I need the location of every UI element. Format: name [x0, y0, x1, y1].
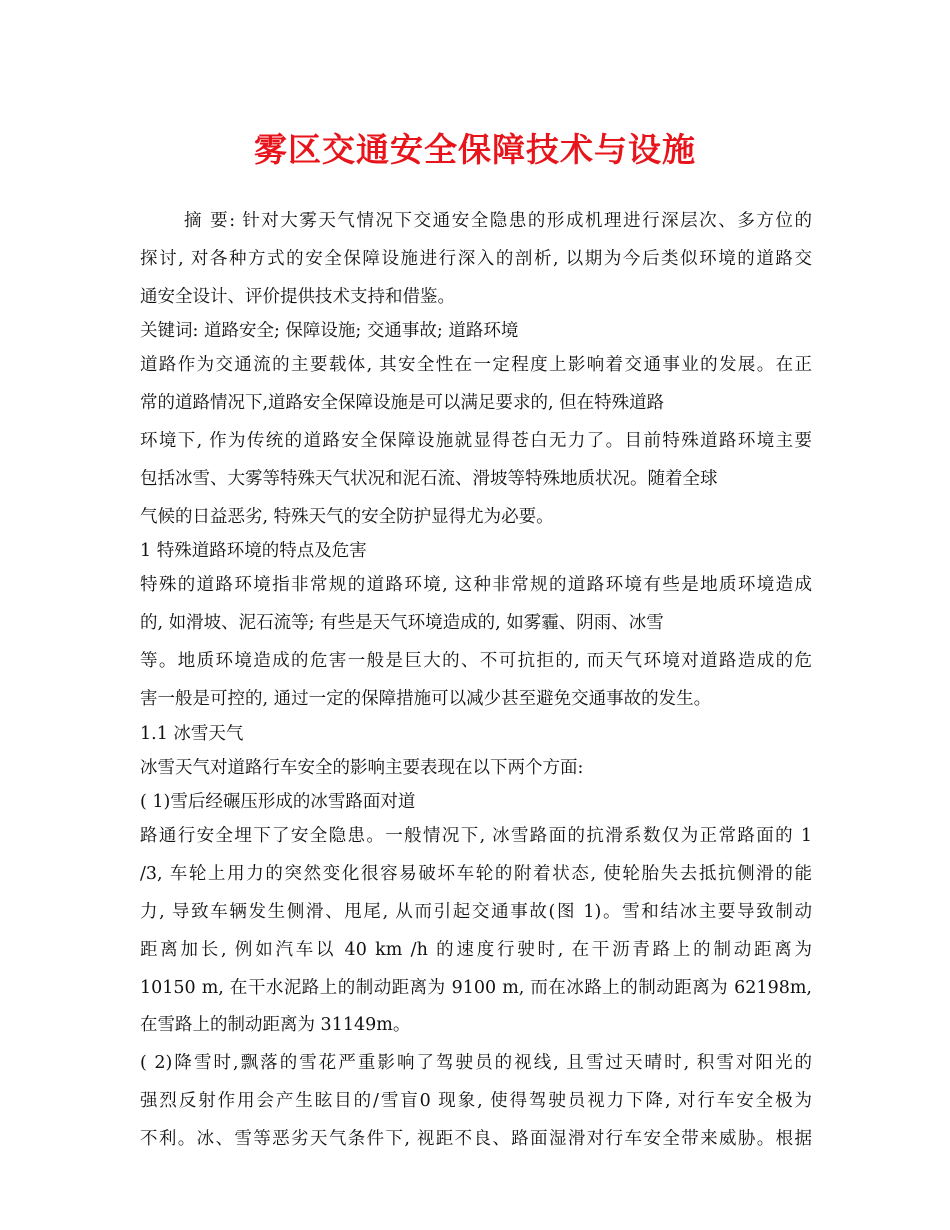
text-line: 强烈反射作用会产生眩目的/雪盲0 现象, 使得驾驶员视力下降, 对行车安全极为: [140, 1090, 812, 1111]
text-line: 路通行安全埋下了安全隐患。一般情况下, 冰雪路面的抗滑系数仅为正常路面的 1: [140, 826, 812, 847]
text-line: 10150 m, 在干水泥路上的制动距离为 9100 m, 而在冰路上的制动距离为 62198m,: [140, 977, 812, 998]
text-line: 通安全设计、评价提供技术支持和借鉴。: [140, 286, 455, 307]
text-line: 环境下, 作为传统的道路安全保障设施就显得苍白无力了。目前特殊道路环境主要: [140, 430, 812, 451]
text-line: 摘 要: 针对大雾天气情况下交通安全隐患的形成机理进行深层次、多方位的: [184, 211, 812, 231]
text-line: 距离加长, 例如汽车以 40 km /h 的速度行驶时, 在干沥青路上的制动距离为: [140, 939, 812, 960]
text-line: 力, 导致车辆发生侧滑、甩尾, 从而引起交通事故(图 1)。雪和结冰主要导致制动: [140, 901, 812, 922]
text-line: 等。地质环境造成的危害一般是巨大的、不可抗拒的, 而天气环境对道路造成的危: [140, 650, 812, 671]
text-line: 探讨, 对各种方式的安全保障设施进行深入的剖析, 以期为今后类似环境的道路交: [140, 248, 812, 269]
text-line: 常的道路情况下,道路安全保障设施是可以满足要求的, 但在特殊道路: [140, 393, 665, 414]
document-title: 雾区交通安全保障技术与设施: [254, 130, 696, 169]
text-line: /3, 车轮上用力的突然变化很容易破坏车轮的附着状态, 使轮胎失去抵抗侧滑的能: [140, 864, 812, 885]
text-line: 道路作为交通流的主要载体, 其安全性在一定程度上影响着交通事业的发展。在正: [140, 355, 812, 376]
text-line: 气候的日益恶劣, 特殊天气的安全防护显得尤为必要。: [140, 506, 554, 527]
document-body: [140, 203, 812, 1159]
text-line: 特殊的道路环境指非常规的道路环境, 这种非常规的道路环境有些是地质环境造成: [140, 575, 812, 596]
text-line: 在雪路上的制动距离为 31149m。: [140, 1015, 411, 1036]
text-line: 不利。冰、雪等恶劣天气条件下, 视距不良、路面湿滑对行车安全带来威胁。根据: [140, 1128, 812, 1149]
text-line: 关键词: 道路安全; 保障设施; 交通事故; 道路环境: [140, 321, 519, 342]
text-line: 的, 如滑坡、泥石流等; 有些是天气环境造成的, 如雾霾、阴雨、冰雪: [140, 613, 664, 634]
text-line: 冰雪天气对道路行车安全的影响主要表现在以下两个方面:: [140, 757, 584, 778]
text-line: 1.1 冰雪天气: [140, 723, 244, 744]
text-line: 1 特殊道路环境的特点及危害: [140, 541, 367, 562]
text-line: 害一般是可控的, 通过一定的保障措施可以减少甚至避免交通事故的发生。: [140, 688, 712, 709]
text-line: ( 2)降雪时,飘落的雪花严重影响了驾驶员的视线, 且雪过天晴时, 积雪对阳光的: [140, 1053, 812, 1074]
text-line: 包括冰雪、大雾等特殊天气状况和泥石流、滑坡等特殊地质状况。随着全球: [140, 468, 718, 489]
text-line: ( 1)雪后经碾压形成的冰雪路面对道: [140, 792, 416, 813]
